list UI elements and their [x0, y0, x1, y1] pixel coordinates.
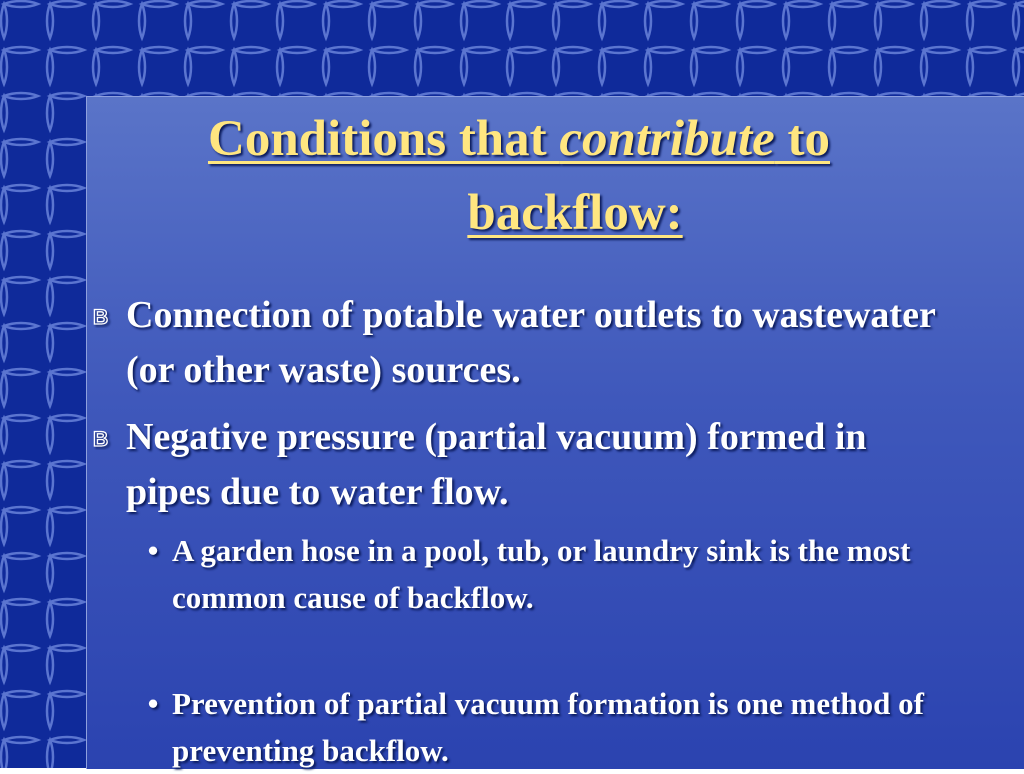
sub-bullet-item — [147, 527, 952, 621]
b-outline-bullet-icon — [90, 410, 116, 465]
bullet-text: Negative pressure (partial vacuum) formed in pipes due to water flow. — [126, 416, 867, 513]
sub-bullet-text: Prevention of partial vacuum formation is one method of preventing backflow. — [172, 686, 924, 768]
sub-bullet-text: A garden hose in a pool, tub, or laundry sink is the most common cause of backflow. — [172, 533, 911, 615]
title-line-2: backflow: — [467, 185, 683, 241]
sub-bullet-marker: • — [147, 686, 159, 721]
bullet-text: Connection of potable water outlets to wastewater (or other waste) sources. — [126, 294, 936, 391]
sub-bullet-marker: • — [147, 533, 159, 568]
title-emphasis: contribute — [559, 111, 775, 167]
b-outline-bullet-icon — [90, 288, 116, 343]
title-text-end: to — [774, 111, 830, 167]
bullet-item — [93, 288, 946, 398]
sub-bullet-item — [147, 680, 952, 774]
slide-title — [96, 102, 942, 250]
svg-text:B: B — [93, 305, 109, 328]
bullet-item — [93, 410, 946, 520]
title-text: Conditions that — [207, 111, 560, 167]
svg-text:B: B — [93, 427, 109, 450]
